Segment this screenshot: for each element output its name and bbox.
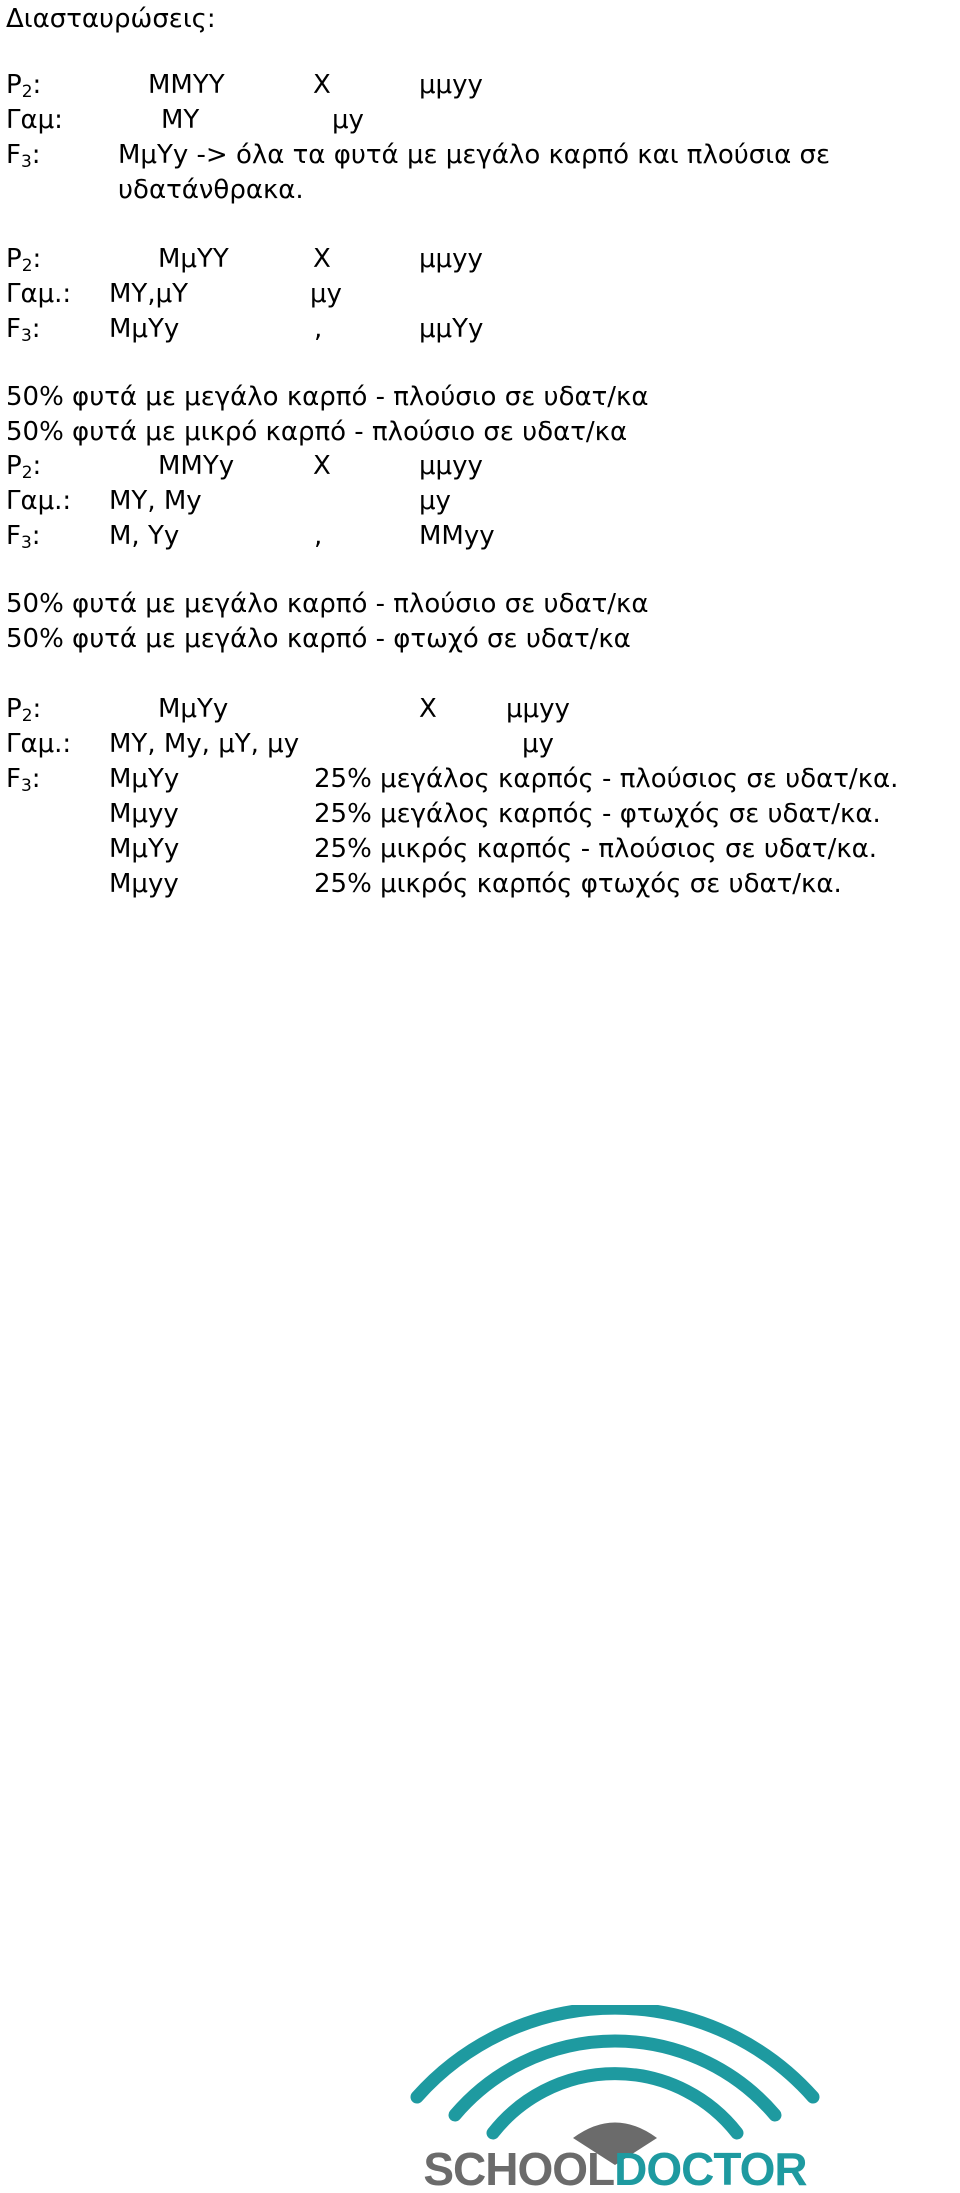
gametes-b: μy [310, 279, 342, 309]
parent-a-genotype: ΜμΥy [158, 694, 229, 724]
wifi-signal-icon [417, 2008, 813, 2165]
f3-label: $F_3$: [6, 521, 41, 553]
gametes-a: ΜΥ, Μy [109, 486, 202, 516]
f3-label: $F_3$: [6, 140, 41, 172]
gametes-a: ΜΥ [161, 105, 200, 135]
p2-label: $P_2$: [6, 244, 42, 276]
comma-separator: , [314, 521, 323, 551]
offspring-phenotype: 25% μεγάλος καρπός - πλούσιος σε υδατ/κα. [314, 764, 899, 794]
p2-label: $P_2$: [6, 694, 42, 726]
p2-label: $P_2$: [6, 451, 42, 483]
document-heading: Διασταυρώσεις: [6, 4, 216, 34]
offspring-phenotype: 25% μεγάλος καρπός - φτωχός σε υδατ/κα. [314, 799, 881, 829]
comma-separator: , [314, 314, 323, 344]
offspring-phenotype: 25% μικρός καρπός φτωχός σε υδατ/κα. [314, 869, 842, 899]
offspring-description-cont: υδατάνθρακα. [118, 175, 304, 205]
cross-symbol: Χ [313, 70, 331, 100]
f3-label: $F_3$: [6, 764, 41, 796]
parent-b-genotype: μμyy [419, 244, 483, 274]
f3-label: $F_3$: [6, 314, 41, 346]
parent-b-genotype: μμyy [419, 451, 483, 481]
offspring-phenotype: 25% μικρός καρπός - πλούσιος σε υδατ/κα. [314, 834, 878, 864]
parent-b-genotype: μμyy [419, 70, 483, 100]
cross-symbol: Χ [313, 451, 331, 481]
offspring-genotype: Μμyy [109, 869, 179, 899]
parent-a-genotype: ΜΜΥΥ [148, 70, 225, 100]
offspring-description: ΜμΥy -> όλα τα φυτά με μεγάλο καρπό και πλούσια σε [118, 140, 831, 170]
gametes-label: Γαμ: [6, 105, 63, 135]
offspring-genotype: Μμyy [109, 799, 179, 829]
offspring-a: Μ, Υy [109, 521, 180, 551]
gametes-label: Γαμ.: [6, 729, 72, 759]
offspring-a: ΜμΥy [109, 314, 180, 344]
gametes-b: μy [522, 729, 554, 759]
gametes-b: μy [419, 486, 451, 516]
parent-a-genotype: ΜμΥΥ [158, 244, 229, 274]
offspring-genotype: ΜμΥy [109, 834, 180, 864]
offspring-b: μμΥy [419, 314, 484, 344]
parent-b-genotype: μμyy [506, 694, 570, 724]
logo-wordmark: SCHOOLDOCTOR [423, 2143, 807, 2190]
gametes-label: Γαμ.: [6, 279, 72, 309]
cross-symbol: Χ [313, 244, 331, 274]
offspring-genotype: ΜμΥy [109, 764, 180, 794]
gametes-label: Γαμ.: [6, 486, 72, 516]
gametes-a: ΜΥ, Μy, μΥ, μy [109, 729, 300, 759]
parent-a-genotype: ΜΜΥy [158, 451, 235, 481]
gametes-a: ΜΥ,μΥ [109, 279, 189, 309]
schooldoctor-logo [405, 2005, 825, 2190]
cross-symbol: Χ [419, 694, 437, 724]
offspring-b: ΜΜyy [419, 521, 495, 551]
p2-label: $P_2$: [6, 70, 42, 102]
gametes-b: μy [332, 105, 364, 135]
